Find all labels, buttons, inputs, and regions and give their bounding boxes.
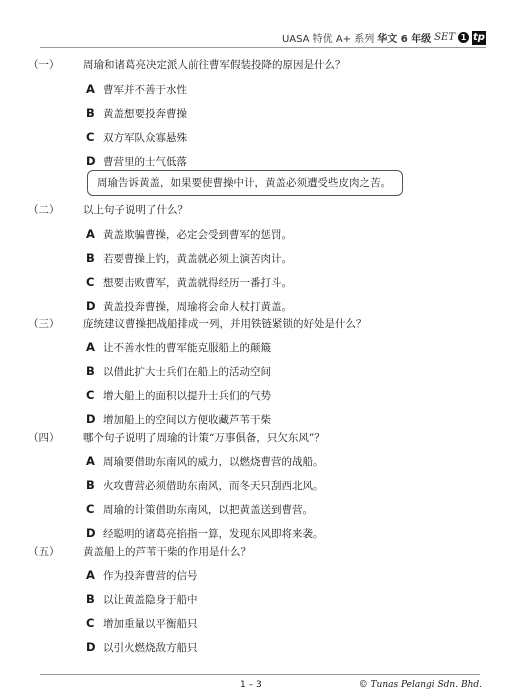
option-letter: B	[86, 251, 95, 265]
option-a[interactable]	[86, 337, 271, 361]
option-text: 周瑜要借助东南风的威力，以燃烧曹营的战船。	[103, 456, 324, 468]
question-number: （四）	[28, 432, 60, 444]
option-a[interactable]	[86, 565, 198, 589]
set-number-badge: 1	[458, 32, 469, 43]
question-number: （五）	[28, 546, 60, 558]
option-letter: C	[86, 130, 95, 144]
option-a[interactable]	[86, 451, 324, 475]
option-b[interactable]	[86, 103, 187, 127]
set-label: SET	[434, 32, 455, 43]
option-text: 曹营里的士气低落	[103, 156, 187, 168]
option-letter: C	[86, 388, 95, 402]
option-text: 增加重量以平衡船只	[103, 618, 198, 630]
question-text: 以上句子说明了什么？	[83, 204, 188, 216]
question-5-options	[86, 565, 198, 661]
option-text: 增加船上的空间以方便收藏芦苇干柴	[103, 414, 271, 426]
question-4-options	[86, 451, 324, 547]
option-letter: B	[86, 478, 95, 492]
question-3	[28, 314, 367, 334]
series-title: UASA 特优 A+ 系列	[281, 34, 375, 45]
option-letter: A	[86, 227, 95, 241]
option-text: 让不善水性的曹军能克服船上的颠簸	[103, 342, 271, 354]
option-letter: A	[86, 340, 95, 354]
option-letter: D	[86, 299, 96, 313]
option-letter: D	[86, 640, 96, 654]
option-b[interactable]	[86, 589, 198, 613]
option-letter: B	[86, 364, 95, 378]
question-3-options	[86, 337, 271, 433]
option-letter: A	[86, 82, 95, 96]
header-divider	[40, 47, 486, 48]
page-header	[282, 30, 486, 45]
option-letter: A	[86, 454, 95, 468]
option-text: 黄盖欺骗曹操，必定会受到曹军的惩罚。	[103, 229, 292, 241]
option-letter: C	[86, 275, 95, 289]
question-text: 周瑜和诸葛亮决定派人前往曹军假装投降的原因是什么？	[83, 59, 346, 71]
option-a[interactable]	[86, 79, 187, 103]
question-2	[28, 200, 188, 220]
question-text: 哪个句子说明了周瑜的计策“万事俱备，只欠东风”？	[83, 432, 325, 444]
question-4	[28, 428, 325, 448]
option-c[interactable]	[86, 499, 324, 523]
option-c[interactable]	[86, 385, 271, 409]
option-c[interactable]	[86, 272, 292, 296]
option-text: 经聪明的诸葛亮掐指一算，发现东风即将来袭。	[103, 528, 324, 540]
question-5	[28, 542, 251, 562]
option-text: 增大船上的面积以提升士兵们的气势	[103, 390, 271, 402]
option-text: 以让黄盖隐身于船中	[103, 594, 198, 606]
option-c[interactable]	[86, 127, 187, 151]
option-letter: A	[86, 568, 95, 582]
option-text: 若要曹操上钓，黄盖就必须上演苦肉计。	[103, 253, 292, 265]
quote-box: 周瑜告诉黄盖，如果要使曹操中计，黄盖必须遭受些皮肉之苦。	[87, 170, 403, 196]
option-text: 曹军并不善于水性	[103, 84, 187, 96]
option-b[interactable]	[86, 361, 271, 385]
option-text: 双方军队众寡悬殊	[103, 132, 187, 144]
option-b[interactable]	[86, 248, 292, 272]
option-letter: D	[86, 526, 96, 540]
question-2-options	[86, 224, 292, 320]
option-text: 黄盖想要投奔曹操	[103, 108, 187, 120]
option-text: 火攻曹营必须借助东南风，而冬天只刮西北风。	[103, 480, 324, 492]
question-1-options	[86, 79, 187, 175]
question-number: （二）	[28, 204, 60, 216]
option-letter: C	[86, 616, 95, 630]
subject-label: 华文 6 年级	[377, 34, 432, 45]
question-text: 庞统建议曹操把战船排成一列，并用铁链紧锁的好处是什么？	[83, 318, 367, 330]
option-text: 黄盖投奔曹操，周瑜将会命人杖打黄盖。	[103, 301, 292, 313]
option-text: 作为投奔曹营的信号	[103, 570, 198, 582]
question-1	[28, 55, 346, 75]
option-text: 以引火燃烧敌方船只	[103, 642, 198, 654]
option-letter: B	[86, 106, 95, 120]
option-letter: D	[86, 412, 96, 426]
option-letter: C	[86, 502, 95, 516]
option-text: 以借此扩大士兵们在船上的活动空间	[103, 366, 271, 378]
option-d[interactable]	[86, 637, 198, 661]
option-a[interactable]	[86, 224, 292, 248]
option-c[interactable]	[86, 613, 198, 637]
option-text: 想要击败曹军，黄盖就得经历一番打斗。	[103, 277, 292, 289]
page-number: 1 – 3	[240, 680, 262, 690]
publisher-logo-icon: tp	[473, 31, 485, 43]
copyright-notice: © Tunas Pelangi Sdn. Bhd.	[358, 680, 482, 690]
option-letter: B	[86, 592, 95, 606]
footer-divider	[40, 674, 480, 675]
option-text: 周瑜的计策借助东南风，以把黄盖送到曹营。	[103, 504, 313, 516]
option-b[interactable]	[86, 475, 324, 499]
option-letter: D	[86, 154, 96, 168]
question-text: 黄盖船上的芦苇干柴的作用是什么？	[83, 546, 251, 558]
question-number: （一）	[28, 59, 60, 71]
question-number: （三）	[28, 318, 60, 330]
